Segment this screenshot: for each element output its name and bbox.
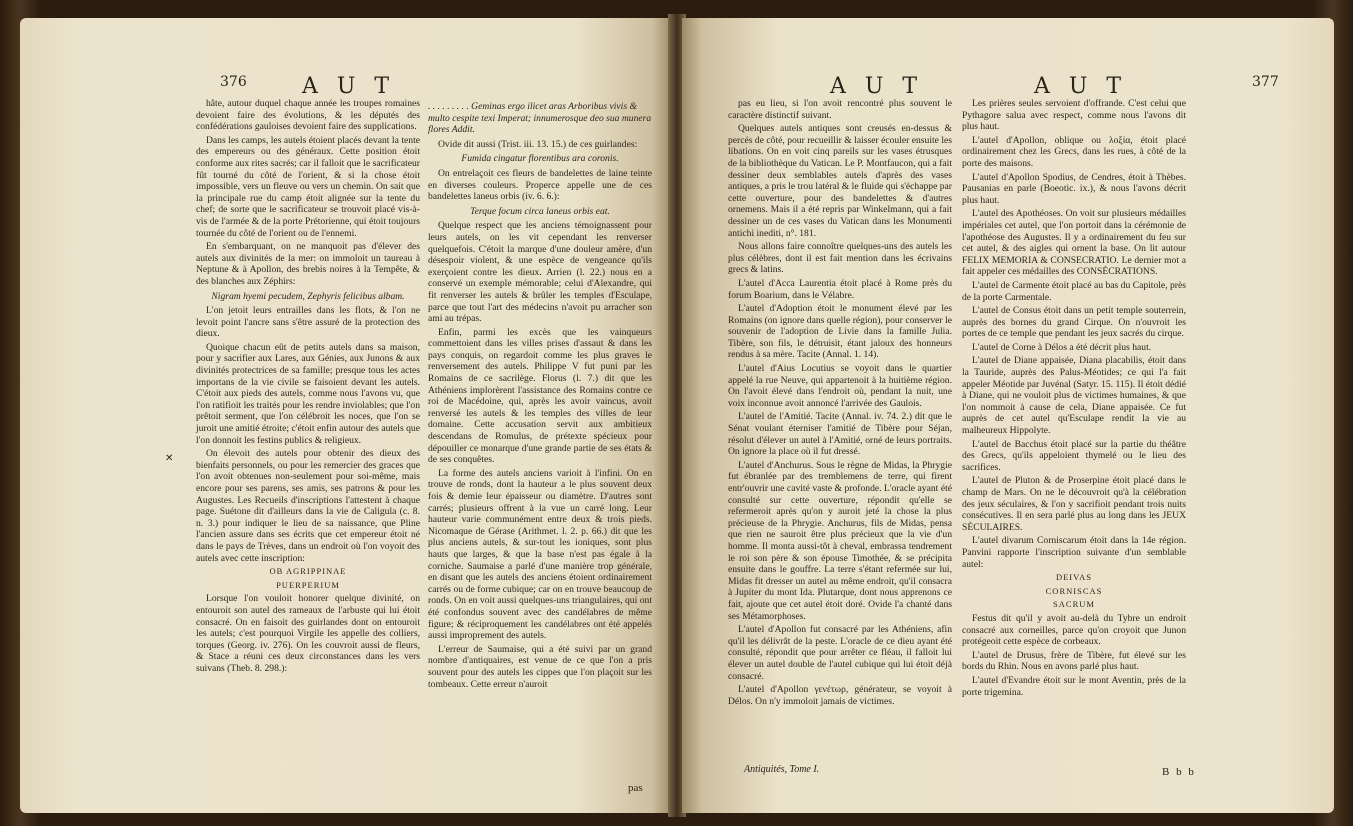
paragraph: L'erreur de Saumaise, qui a été suivi par un grand nombre d'antiquaires, est venue de ce que l'on a pris souvent pour des autels les cippes que l'on plaçoit sur les tombeaux. Cette erreur n'auroit — [428, 643, 652, 690]
paragraph: Quelques autels antiques sont creusés en-dessus & percés de côté, pour recueillir & laisser écouler ensuite les libations. On en voit cinq pareils sur les vases étrusques de la bibliothèque du Vatican. Le P. Montfaucon, qui a fait dessiner deux semblables autels d'après des vases antiques, a pris le trou latéral & le fluide qui s'échappe par cette ouverture, pour des bandelettes & d'autres ornemens. Mais il a été repris par Winkelmann, qui a fait dessiner un de ces vases du Vatican dans les Monumenti antichi inediti, n°. 181. — [728, 123, 952, 239]
paragraph: Dans les camps, les autels étoient placés devant la tente des empereurs ou des généraux. Cette position étoit conforme aux rites sacrés; car il falloit que le sacrificateur fût tourné du côté de l'orient, & si la chose étoit impossible, vers un fleuve ou vers un chemin. On sait que la principale rue du camp étoit alignée sur la tente du chef; de sorte que le sacrificateur se trouvoit placé vis-à-vis de l'armée & de la porte Prétorienne, qui étoit toujours tournée du côté de l'orient ou de l'ennemi. — [196, 134, 420, 239]
left-page-number: 376 — [220, 74, 247, 90]
paragraph: L'on jetoit leurs entrailles dans les flots, & l'on ne levoit point l'ancre sans s'être assuré de la protection des dieux. — [196, 305, 420, 340]
right-column-1 — [728, 98, 952, 709]
paragraph: L'autel de Bacchus étoit placé sur la partie du théâtre des Grecs, qu'ils appeloient thymelé ou le lieu des sacrifices. — [962, 438, 1186, 473]
catchword: pas — [628, 782, 643, 794]
paragraph: Les prières seules servoient d'offrande. C'est celui que Pythagore salua avec respect, comme nous l'avons dit plus haut. — [962, 98, 1186, 133]
left-column-2 — [428, 98, 652, 692]
right-page-number: 377 — [1252, 74, 1279, 90]
paragraph: La forme des autels anciens varioit à l'infini. On en trouve de ronds, dont la hauteur a le plus souvent deux fois & demie leur épaisseur ou diamètre. D'autres sont carrés; plusieurs offrent à la vue un carré long. Leur hauteur varie communément entre deux & trois pieds. Nicomaque de Gérase (Arithmet. l. 2. p. 66.) dit que les plus anciens autels, & sur-tout les ioniques, sont plus hauts que larges, & que la base n'est pas égale à la corniche. Saumaise a parlé d'une manière trop générale, en disant que les autels des anciens étoient ordinairement carrés ou de forme cubique; car on en trouve beaucoup de ronds. On en voit aussi quelques-uns triangulaires, qui ont été confondus souvent avec des candélabres de même figure; & réciproquement les candélabres ont été appelés aussi improprement des autels. — [428, 467, 652, 642]
paragraph: L'autel de Diane appaisée, Diana placabilis, étoit dans la Tauride, auprès des Palus-Méotides; ce qui l'a fait appeler Méotide par Juvénal (Satyr. 15. 115). Il étoit dédié à Diane, qui ne vouloit plus de victimes humaines, & que l'on nommoit à cause de cela, Diane appaisée. Ce fut auprès de cet autel qu'Esculape rendit la vie au malheureux Hippolyte. — [962, 355, 1186, 437]
paragraph: L'autel de Corne à Délos a été décrit plus haut. — [972, 341, 1152, 353]
right-running-head: A U T — [830, 74, 924, 99]
inscription-line: DEIVAS — [1055, 572, 1093, 583]
paragraph: Nous allons faire connoître quelques-uns des autels les plus célèbres, dont il est fait mention dans les écrivains grecs & latins. — [728, 241, 952, 276]
verse-quote: Terque focum circa laneus orbis eat. — [470, 205, 610, 217]
paragraph: Festus dit qu'il y avoit au-delà du Tybre un endroit consacré aux corneilles, parce qu'on croyoit que Junon protégeoit cette espèce de corbeaux. — [962, 612, 1186, 648]
paragraph: Enfin, parmi les excès que les vainqueurs commettoient dans les villes prises d'assaut & dans les pays conquis, on regardoit comme les plus graves le renversement des autels. Philippe V fut puni par les Romains de ce sacrilège. Florus (l. 7.) dit que les Athéniens implorèrent l'assistance des Romains contre ce roi de Macédoine, qui, après les avoir vaincus, avoit renversé les autels & les temples des villes de leur domaine. Cette accusation servit aux ambitieux descendans de Romulus, de prétexte spécieux pour dépouiller ce monarque d'une grande partie de ses états & de ses conquêtes. — [428, 326, 652, 466]
inscription-line: CORNISCAS — [1045, 585, 1103, 596]
paragraph: L'autel de Consus étoit dans un petit temple souterrein, auprès des bornes du grand Cirque. On n'ouvroit les portes de ce temple que pendant les jeux sacrés du cirque. — [962, 305, 1186, 340]
paragraph: L'autel d'Apollon fut consacré par les Athéniens, afin qu'il les délivrât de la peste. L'oracle de ce dieu ayant été consulté, répondit que pour arrêter ce fléau, il falloit lui élever un autel double de l'autel cubique qui lui étoit déjà consacré. — [728, 624, 952, 682]
paragraph: En s'embarquant, on ne manquoit pas d'élever des autels aux divinités de la mer: on immoloit un taureau à Neptune & à Apollon, des brebis noires à la Tempête, & des blanches aux Zéphirs: — [196, 241, 420, 287]
paragraph: L'autel d'Adoption étoit le monument élevé par les Romains (on ignore dans quelle région), pour conserver le souvenir de l'adoption de Livie dans la famille Julia. Tibère, son fils, le détruisit, étant jaloux des honneurs rendus à sa mère. Tacite (Annal. 1. 14). — [728, 303, 952, 361]
paragraph: L'autel de Carmente étoit placé au bas du Capitole, près de la porte Carmentale. — [962, 279, 1186, 303]
inscription-line: OB AGRIPPINAE — [269, 566, 347, 577]
paragraph: L'autel d'Apollon Spodius, de Cendres, étoit à Thèbes. Pausanias en parle (Boeotic. ix.), & nous l'avons décrit plus haut. — [962, 171, 1186, 206]
paragraph: On élevoit des autels pour obtenir des dieux des bienfaits personnels, ou pour les remercier des graces que l'on avoit obtenues non-seulement pour soi-même, mais encore pour ses parens, ses amis, ses patrons & pour les Augustes. Les Recueils d'inscriptions l'attestent à chaque page. Suétone dit d'ailleurs dans la vie de Caligula (c. 8. n. 3.) pour indiquer le lieu de sa naissance, que Pline l'ancien assure dans ses écrits que cet empereur étoit né dans le pays de Trèves, dans un endroit où l'on voyoit des autels avec cette inscription: — [196, 448, 420, 564]
paragraph: L'autel divarum Corniscarum étoit dans la 14e région. Panvini rapporte l'inscription suivante d'un semblable autel: — [962, 535, 1186, 570]
right-column-2 — [962, 98, 1186, 700]
left-column-1 — [196, 98, 420, 677]
page-footer: Antiquités, Tome I. — [744, 764, 820, 775]
paragraph: L'autel de Drusus, frère de Tibère, fut élevé sur les bords du Rhin. Nous en avons parlé plus haut. — [962, 649, 1186, 673]
left-running-head: A U T — [302, 74, 396, 99]
paragraph: L'autel des Apothéoses. On voit sur plusieurs médailles impériales cet autel, que l'on portoit dans la cérémonie de l'apothéose des Augustes. Il y a ordinairement du feu sur cet autel, & des aigles qui ornent la base. On lit autour FELIX MEMORIA & CONSECRATIO. Le dernier mot a fait appeler ces médailles des CONSÉCRATIONS. — [962, 208, 1186, 278]
paragraph: Ovide dit aussi (Trist. iii. 13. 15.) de ces guirlandes: — [438, 138, 638, 150]
right-page — [682, 18, 1334, 813]
paragraph: On entrelaçoit ces fleurs de bandelettes de laine teinte en diverses couleurs. Properce appelle une de ces bandelettes laneus orbis (iv. 6. 6.): — [428, 167, 652, 203]
paragraph: Lorsque l'on vouloit honorer quelque divinité, on entouroit son autel des rameaux de l'arbuste qui lui étoit consacré. On en faisoit des guirlandes dont on entouroit les autels; c'est pourquoi Virgile les appelle des colliers, torques (Georg. iv. 276). On les couvroit aussi de fleurs, & Stace a réuni ces deux circonstances dans les vers suivans (Theb. 8. 298.): — [196, 593, 420, 674]
paragraph: Quoique chacun eût de petits autels dans sa maison, pour y sacrifier aux Lares, aux Génies, aux Junons & aux divinités protectrices de sa famille; presque tous les actes importans de la vie civile se faisoient devant les autels. C'étoit aux pieds des autels, comme nous l'avons vu, que l'on ratifioit les traités pour les rendre inviolables; que l'on prêtoit serment, que l'on célébroit les noces, que l'on se juroit une amitié étroite; c'étoit enfin autour des autels que l'on donnoit les festins publics & religieux. — [196, 341, 420, 446]
paragraph: pas eu lieu, si l'on avoit rencontré plus souvent le caractère distinctif suivant. — [728, 98, 952, 121]
paragraph: L'autel d'Apollon, oblique ou λοξία, étoit placé ordinairement chez les Grecs, dans les rues, à côté de la porte des maisons. — [962, 134, 1186, 169]
left-page — [20, 18, 672, 813]
paragraph: L'autel de Pluton & de Proserpine étoit placé dans le champ de Mars. On ne le découvroit qu'à la célébration des jeux séculaires, & l'on y sacrifioit pendant trois nuits consécutives. Il en sera parlé plus au long dans les JEUX SÉCULAIRES. — [962, 475, 1186, 533]
right-running-head-2: A U T — [1034, 74, 1128, 99]
paragraph: L'autel d'Evandre étoit sur le mont Aventin, près de la porte trigemina. — [962, 674, 1186, 698]
paragraph: L'autel d'Acca Laurentia étoit placé à Rome près du forum Boarium, dans le Vélabre. — [728, 277, 952, 301]
verse-quote: Fumida cingatur florentibus ara coronis. — [461, 153, 619, 165]
margin-mark: ✕ — [165, 453, 174, 464]
paragraph: hâte, autour duquel chaque année les troupes romaines devoient faire des évolutions, & les députés des confédérations gauloises devoient faire des supplications. — [196, 98, 420, 133]
paragraph: L'autel d'Anchurus. Sous le règne de Midas, la Phrygie fut ébranlée par des tremblemens de terre, qui firent entr'ouvrir une cavité vaste & profonde. L'oracle ayant été consulté sur cette ouverture, répondit qu'elle se refermeroit après qu'on y auroit jeté la chose la plus précieuse de la Phrygie. Anchurus, fils de Midas, pensa que rien ne sauroit être plus précieux que la vie d'un homme. Il monta aussi-tôt à cheval, embrassa tendrement le roi son père & son épouse Timothée, & se précipita ensuite dans le gouffre. La terre s'étant refermée sur lui, Midas fit dresser un autel au même endroit, qu'il consacra à Jupiter du mont Ida. Plutarque, dont nous apprenons ce fait, ajoute que cet autel étoit doré. Ovide l'a chanté dans ses Métamorphoses. — [728, 459, 952, 622]
paragraph: Quelque respect que les anciens témoignassent pour leurs autels, on les vit cependant les renverser quelquefois. C'étoit la marque d'une douleur amère, d'un désespoir violent, & une espèce de vengeance qu'ils exerçoient contre les dieux. Arrien (l. 22.) nous en a conservé un exemple mémorable; celui d'Alexandre, qui fit renverser les autels & brûler les temples d'Esculape, parce que tout l'art des médecins n'avoit pu arracher son ami au trépas. — [428, 220, 652, 325]
paragraph: L'autel d'Apollon γενέτωρ, générateur, se voyoit à Délos. On n'y immoloit jamais de victimes. — [728, 684, 952, 707]
verse-quote: . . . . . . . . . Geminas ergo ilicet aras Arboribus vivis & multo cespite texi Imperat; innumerosque deo sua munera flores Addit. — [428, 101, 652, 136]
inscription-line: SACRUM — [1053, 599, 1095, 610]
signature-mark: B b b — [1162, 766, 1196, 778]
paragraph: L'autel de l'Amitié. Tacite (Annal. iv. 74. 2.) dit que le Sénat voulant éterniser l'amitié de Tibère pour Séjan, résolut d'élever un autel à l'Amitié, orné de leurs portraits. On ignore la place où il fut dressé. — [728, 411, 952, 458]
paragraph: L'autel d'Aius Locutius se voyoit dans le quartier appelé la rue Neuve, qui appartenoit à la huitième région. On l'avoit élevé dans l'endroit où, pendant la nuit, une voix inconnue avoit annoncé l'arrivée des Gaulois. — [728, 363, 952, 409]
inscription-line: PUERPERIUM — [276, 579, 340, 590]
verse-quote: Nigram hyemi pecudem, Zephyris felicibus albam. — [211, 290, 405, 302]
